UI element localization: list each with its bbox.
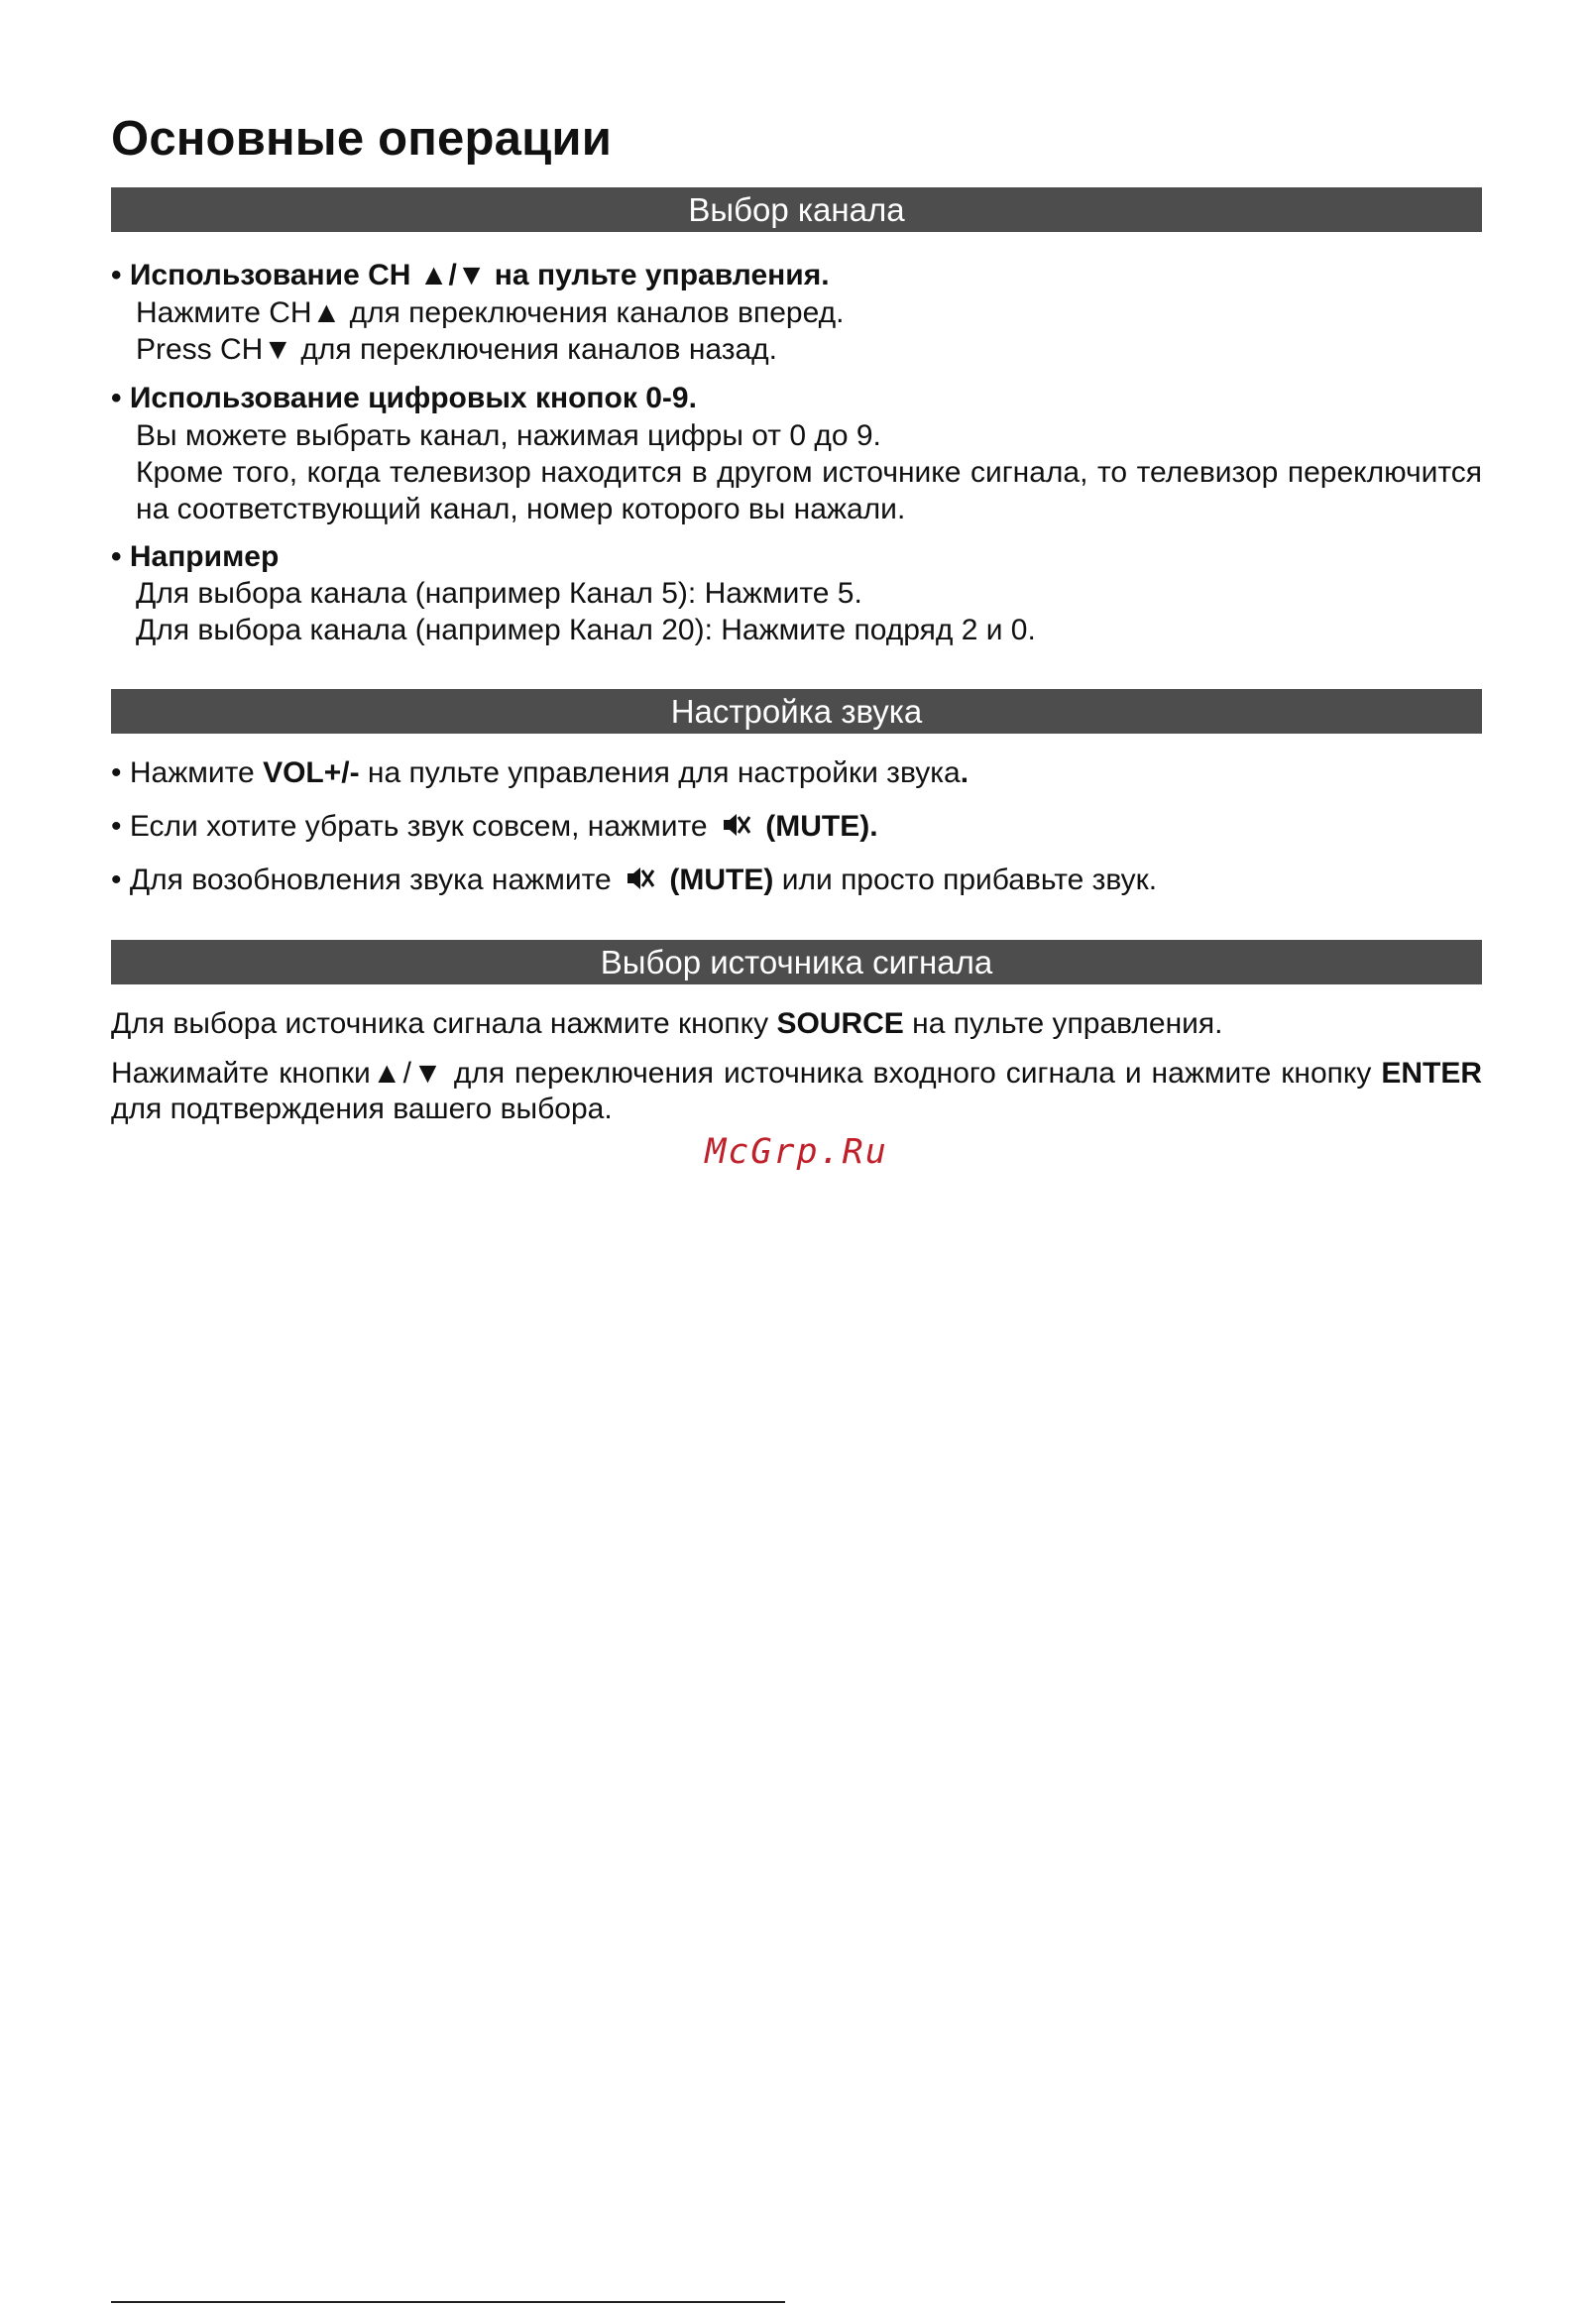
source-para-2-post: для подтверждения вашего выбора. xyxy=(111,1093,613,1125)
channel-bullet-example-heading: • Например xyxy=(111,540,280,573)
channel-example-line-2: Для выбора канала (например Канал 20): Нажмите подряд 2 и 0. xyxy=(136,614,1036,646)
source-para-1-post: на пульте управления. xyxy=(903,1007,1223,1040)
sound-item-mute xyxy=(111,809,878,845)
sound-item-unmute-post: или просто прибавьте звук. xyxy=(773,864,1158,896)
sound-item-volume xyxy=(111,755,969,791)
sound-item-volume-pre: • Нажмите xyxy=(111,756,264,789)
mute-icon xyxy=(722,811,751,839)
mute-icon xyxy=(626,865,655,892)
sound-item-volume-post: на пульте управления для настройки звука xyxy=(359,756,961,789)
sound-item-mute-pre: • Если хотите убрать звук совсем, нажмите xyxy=(111,810,708,843)
page-title: Основные операции xyxy=(111,112,613,166)
enter-key-label: ENTER xyxy=(1381,1057,1482,1090)
vol-key-label: VOL+/- xyxy=(263,756,360,789)
channel-digits-paragraph: Кроме того, когда телевизор находится в другом источнике сигнала, то телевизор переключится на соответствующий канал, номер которого вы нажали. xyxy=(136,456,1482,525)
source-key-label: SOURCE xyxy=(776,1007,904,1040)
source-para-1-pre: Для выбора источника сигнала нажмите кнопку xyxy=(111,1007,777,1040)
sound-item-volume-dot: . xyxy=(960,756,969,789)
section-header-channel: Выбор канала xyxy=(111,187,1482,232)
channel-bullet-ch-heading: • Использование CH ▲/▼ на пульте управления. xyxy=(111,259,830,291)
sound-item-unmute-pre: • Для возобновления звука нажмите xyxy=(111,864,612,896)
channel-ch-down-line: Press CH▼ для переключения каналов назад. xyxy=(136,333,778,366)
sound-item-unmute xyxy=(111,863,1157,898)
source-para-2 xyxy=(111,1056,1482,1127)
section-header-sound: Настройка звука xyxy=(111,689,1482,734)
channel-bullet-digits-heading: • Использование цифровых кнопок 0-9. xyxy=(111,382,697,414)
watermark: McGrp.Ru xyxy=(705,1132,888,1172)
section-header-source: Выбор источника сигнала xyxy=(111,940,1482,984)
source-para-1 xyxy=(111,1006,1223,1042)
mute-key-label: (MUTE). xyxy=(765,810,878,843)
channel-ch-up-line: Нажмите CH▲ для переключения каналов вперед. xyxy=(136,296,845,329)
footer-divider xyxy=(111,2301,785,2303)
mute-key-label: (MUTE) xyxy=(669,864,774,896)
channel-digits-line: Вы можете выбрать канал, нажимая цифры от 0 до 9. xyxy=(136,419,881,452)
source-para-2-pre: Нажимайте кнопки▲/▼ для переключения источника входного сигнала и нажмите кнопку xyxy=(111,1057,1382,1090)
channel-example-line-1: Для выбора канала (например Канал 5): Нажмите 5. xyxy=(136,577,862,610)
